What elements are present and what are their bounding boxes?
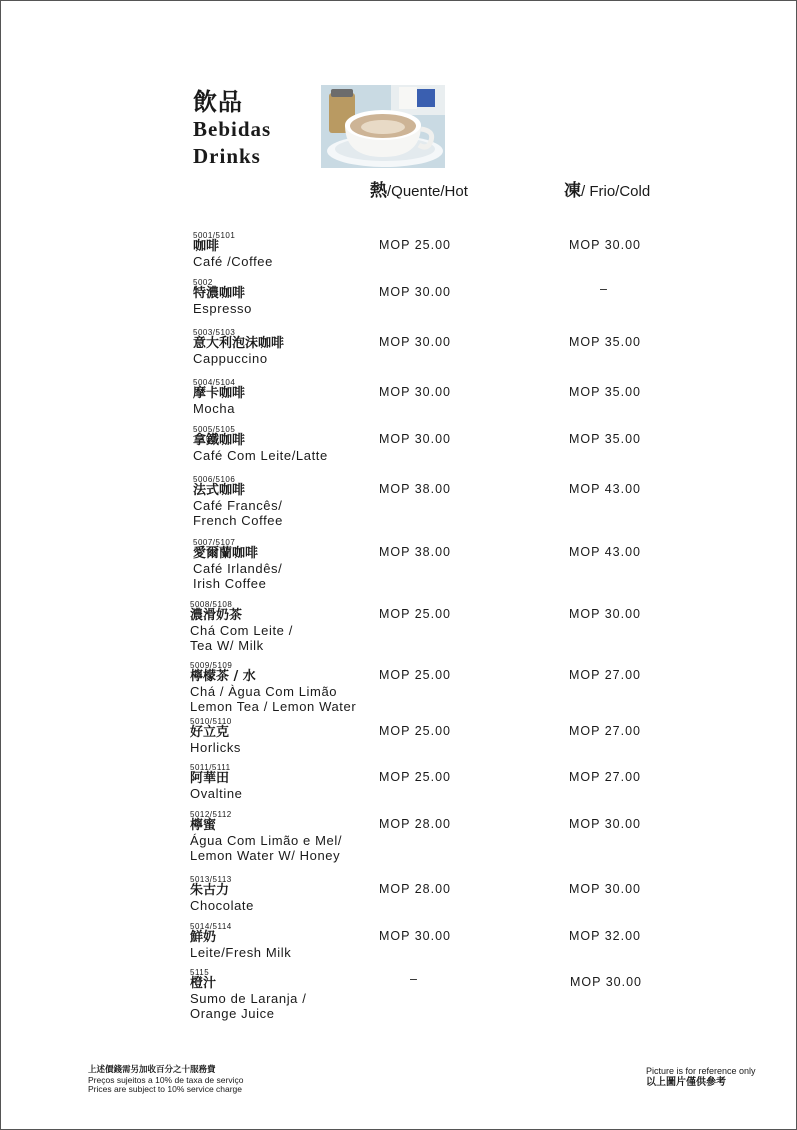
service-charge-chinese: 上述價錢需另加收百分之十服務費	[88, 1065, 216, 1075]
price-cold: MOP 27.00	[569, 770, 642, 784]
column-hot-label: /Quente/Hot	[387, 183, 468, 200]
picture-reference-note	[646, 1066, 756, 1088]
item-code: 5008/5108	[190, 600, 233, 609]
title-english: Drinks	[193, 144, 261, 168]
item-code: 5009/5109	[190, 661, 233, 670]
price-cold: MOP 35.00	[569, 385, 642, 399]
item-name-line: Orange Juice	[190, 1006, 275, 1021]
item-code: 5006/5106	[193, 475, 236, 484]
price-hot: –	[410, 972, 417, 986]
column-hot-chinese: 熱	[370, 181, 387, 201]
price-cold: MOP 30.00	[569, 882, 642, 896]
price-hot: MOP 38.00	[379, 482, 452, 496]
item-name-line: Chá Com Leite /	[190, 623, 293, 638]
column-header-hot	[370, 176, 468, 201]
item-name-line: Lemon Water W/ Honey	[190, 848, 341, 863]
price-cold: MOP 27.00	[569, 668, 642, 682]
item-code: 5013/5113	[190, 875, 232, 884]
price-cold: MOP 35.00	[569, 432, 642, 446]
item-code: 5010/5110	[190, 717, 232, 726]
price-cold: MOP 30.00	[569, 607, 642, 621]
item-name-line: Sumo de Laranja /	[190, 991, 307, 1006]
item-name-line: Água Com Limão e Mel/	[190, 833, 343, 848]
item-name-line: Tea W/ Milk	[190, 638, 264, 653]
item-name-line: Mocha	[193, 401, 236, 416]
title-portuguese: Bebidas	[193, 117, 272, 141]
item-name-chinese: 濃滑奶茶	[190, 608, 243, 623]
title-chinese: 飲品	[193, 88, 243, 116]
picture-note-chinese: 以上圖片僅供參考	[646, 1077, 726, 1088]
column-cold-label: / Frio/Cold	[581, 183, 651, 200]
price-cold: MOP 43.00	[569, 545, 642, 559]
item-name-chinese: 摩卡咖啡	[193, 386, 246, 401]
item-name-line: Chocolate	[190, 898, 254, 913]
price-cold: MOP 43.00	[569, 482, 642, 496]
item-name-line: French Coffee	[193, 513, 283, 528]
price-hot: MOP 30.00	[379, 385, 452, 399]
price-cold: MOP 30.00	[569, 238, 642, 252]
item-name-chinese: 橙汁	[190, 976, 217, 991]
price-hot: MOP 38.00	[379, 545, 452, 559]
price-cold: MOP 27.00	[569, 724, 642, 738]
price-cold: MOP 30.00	[569, 817, 642, 831]
item-name-chinese: 特濃咖啡	[193, 286, 246, 301]
item-code: 5004/5104	[193, 378, 236, 387]
item-name-line: Ovaltine	[190, 786, 243, 801]
item-name-line: Espresso	[193, 301, 252, 316]
item-name-chinese: 法式咖啡	[193, 483, 246, 498]
item-name-line: Café Com Leite/Latte	[193, 448, 328, 463]
service-charge-note	[88, 1066, 243, 1095]
price-hot: MOP 25.00	[379, 724, 452, 738]
item-name-line: Café Irlandês/	[193, 561, 283, 576]
item-name-chinese: 愛爾蘭咖啡	[193, 546, 259, 561]
column-header-cold	[564, 176, 650, 201]
item-name-line: Cappuccino	[193, 351, 268, 366]
price-hot: MOP 25.00	[379, 238, 452, 252]
item-name-chinese: 好立克	[190, 725, 230, 740]
service-charge-english: Prices are subject to 10% service charge	[88, 1084, 243, 1094]
coffee-cup-photo	[321, 85, 445, 168]
item-name-chinese: 檸蜜	[190, 818, 217, 833]
item-name-line: Lemon Tea / Lemon Water	[190, 699, 357, 714]
item-name-line: Horlicks	[190, 740, 242, 755]
item-code: 5014/5114	[190, 922, 232, 931]
price-cold: MOP 32.00	[569, 929, 642, 943]
price-cold: MOP 35.00	[569, 335, 642, 349]
item-name-line: Café /Coffee	[193, 254, 273, 269]
item-name-chinese: 阿華田	[190, 771, 230, 786]
item-name-chinese: 拿鐵咖啡	[193, 433, 246, 448]
item-name-chinese: 咖啡	[193, 239, 220, 254]
item-code: 5001/5101	[193, 231, 236, 240]
item-code: 5002	[193, 278, 213, 287]
price-hot: MOP 25.00	[379, 770, 452, 784]
price-hot: MOP 25.00	[379, 607, 452, 621]
price-cold: MOP 30.00	[570, 975, 643, 989]
menu-title	[193, 88, 271, 170]
item-name-chinese: 朱古力	[190, 883, 230, 898]
price-hot: MOP 25.00	[379, 668, 452, 682]
item-name-line: Irish Coffee	[193, 576, 267, 591]
price-hot: MOP 30.00	[379, 285, 452, 299]
item-code: 5012/5112	[190, 810, 232, 819]
price-hot: MOP 28.00	[379, 882, 452, 896]
price-hot: MOP 28.00	[379, 817, 452, 831]
picture-note-english: Picture is for reference only	[646, 1066, 756, 1076]
item-code: 5115	[190, 968, 210, 977]
item-code: 5007/5107	[193, 538, 236, 547]
item-name-line: Chá / Àgua Com Limão	[190, 684, 338, 699]
item-code: 5011/5111	[190, 763, 231, 772]
item-name-chinese: 意大利泡沫咖啡	[193, 336, 285, 351]
price-hot: MOP 30.00	[379, 432, 452, 446]
price-cold: –	[600, 282, 607, 296]
column-cold-chinese: 凍	[564, 181, 581, 201]
item-name-line: Café Francês/	[193, 498, 283, 513]
service-charge-portuguese: Preços sujeitos a 10% de taxa de serviço	[88, 1074, 244, 1085]
price-hot: MOP 30.00	[379, 335, 452, 349]
item-code: 5005/5105	[193, 425, 236, 434]
item-name-chinese: 鮮奶	[190, 930, 217, 945]
item-name-line: Leite/Fresh Milk	[190, 945, 292, 960]
price-hot: MOP 30.00	[379, 929, 452, 943]
item-name-chinese: 檸檬茶 / 水	[190, 669, 256, 684]
item-code: 5003/5103	[193, 328, 236, 337]
